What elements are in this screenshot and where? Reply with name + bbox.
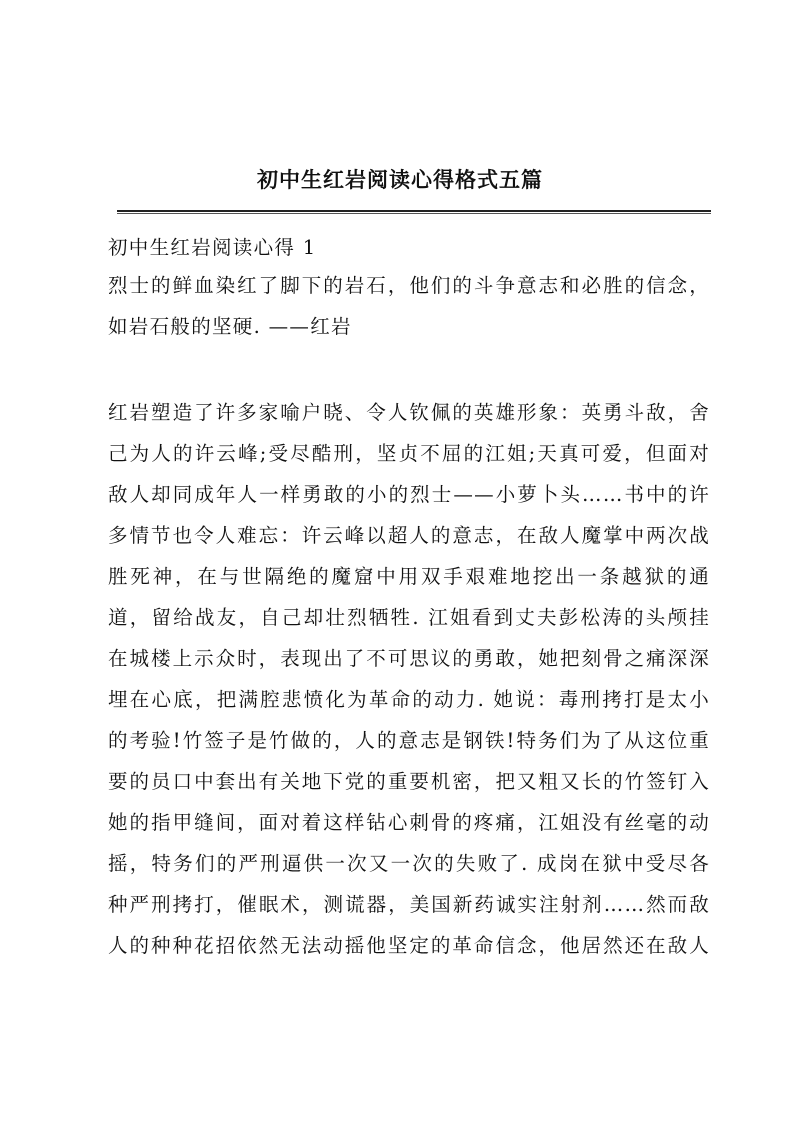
body-line: 胜死神，在与世隔绝的魔窟中用双手艰难地挖出一条越狱的通 bbox=[108, 565, 710, 588]
body-line: 在城楼上示众时，表现出了不可思议的勇敢，她把刻骨之痛深深 bbox=[108, 647, 710, 670]
body-line: 人的种种花招依然无法动摇他坚定的革命信念，他居然还在敌人 bbox=[108, 934, 710, 957]
body-line: 敌人却同成年人一样勇敢的小的烈士——小萝卜头……书中的许 bbox=[108, 483, 710, 506]
body-line: 道，留给战友，自己却壮烈牺牲. 江姐看到丈夫彭松涛的头颅挂 bbox=[108, 606, 710, 629]
body-line: 要的员口中套出有关地下党的重要机密，把又粗又长的竹签钉入 bbox=[108, 770, 710, 793]
document-title: 初中生红岩阅读心得格式五篇 bbox=[257, 167, 543, 192]
body-line: 红岩塑造了许多家喻户晓、令人钦佩的英雄形象：英勇斗敌，舍 bbox=[108, 401, 710, 424]
body-line: 的考验!竹签子是竹做的，人的意志是钢铁!特务们为了从这位重 bbox=[108, 729, 710, 752]
body-line: 多情节也令人难忘：许云峰以超人的意志，在敌人魔掌中两次战 bbox=[108, 524, 710, 547]
quote-line: 如岩石般的坚硬. ——红岩 bbox=[108, 315, 352, 338]
section-heading: 初中生红岩阅读心得 1 bbox=[108, 236, 317, 259]
title-divider bbox=[117, 210, 711, 214]
body-line: 种严刑拷打，催眠术，测谎器，美国新药诚实注射剂……然而敌 bbox=[108, 893, 710, 916]
body-line: 摇，特务们的严刑逼供一次又一次的失败了. 成岗在狱中受尽各 bbox=[108, 852, 710, 875]
body-line: 埋在心底，把满腔悲愤化为革命的动力. 她说：毒刑拷打是太小 bbox=[108, 688, 710, 711]
body-line: 己为人的许云峰;受尽酷刑，坚贞不屈的江姐;天真可爱，但面对 bbox=[108, 442, 710, 465]
body-line: 她的指甲缝间，面对着这样钻心刺骨的疼痛，江姐没有丝毫的动 bbox=[108, 811, 710, 834]
quote-line: 烈士的鲜血染红了脚下的岩石，他们的斗争意志和必胜的信念， bbox=[108, 274, 710, 297]
